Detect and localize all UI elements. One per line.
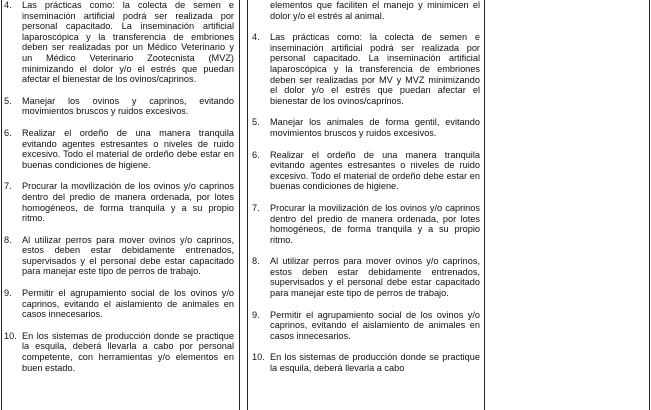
right-item-5 (250, 117, 480, 138)
item-text: Las prácticas como: la colecta de semen e inseminación artificial podrá ser realizada por personal capacitado. La inseminación artificial laparoscópica y la transferencia de embriones deben ser realizadas por un Médico Veterinario y un Médico Veterinario Zootecnista (MVZ) minimizando el dolor y/o el estrés que puedan afectar el bienestar de los ovinos/caprinos. (22, 0, 234, 85)
item-text: Las prácticas como: la colecta de semen e inseminación artificial podrá ser realizada por personal capacitado. La inseminación artificial laparoscópica y la transferencia de embriones deben ser realizadas por MV y MVZ minimizando el dolor y/o el estrés que puedan afectar el bienestar de los ovinos/caprinos. (270, 32, 480, 106)
right-continuation: elementos que faciliten el manejo y minimicen el dolor y/o el estrés al animal. (270, 0, 480, 21)
item-text: En los sistemas de producción donde se practique la esquila, deberá llevarla a cabo por personal competente, con herramientas y/o elementos en buen estado. (22, 330, 234, 373)
left-item-6 (2, 128, 234, 170)
item-number: 4. (4, 0, 12, 10)
item-text: Manejar los ovinos y caprinos, evitando movimientos bruscos y ruidos excesivos. (22, 95, 234, 117)
item-number: 9. (252, 309, 260, 320)
table-border-col3 (484, 0, 485, 410)
right-item-10 (250, 352, 480, 373)
item-number: 7. (252, 202, 260, 213)
item-number: 5. (252, 117, 260, 128)
right-item-7 (250, 203, 480, 245)
item-text: Realizar el ordeño de una manera tranquila evitando agentes estresantes o niveles de ruido excesivo. Todo el material de ordeño debe estar en buenas condiciones de higiene. (22, 127, 234, 170)
item-text: Procurar la movilización de los ovinos y/o caprinos dentro del predio de manera ordenada, por lotes homogéneos, de forma tranquila y a su propio ritmo. (270, 202, 480, 245)
item-text: Permitir el agrupamiento social de los ovinos y/o caprinos, evitando el aislamiento de animales en casos innecesarios. (270, 309, 480, 341)
left-column (2, 0, 234, 373)
item-number: 5. (4, 95, 12, 106)
right-item-8 (250, 256, 480, 298)
item-number: 9. (4, 288, 12, 299)
right-item-6 (250, 150, 480, 192)
item-number: 7. (4, 181, 12, 192)
left-item-10 (2, 331, 234, 373)
item-number: 8. (4, 234, 12, 245)
item-number: 8. (252, 256, 260, 267)
left-item-5 (2, 96, 234, 117)
item-number: 6. (252, 149, 260, 160)
table-border-col1 (239, 0, 240, 410)
table-border-right (649, 0, 650, 410)
item-text: Procurar la movilización de los ovinos y/o caprinos dentro del predio de manera ordenada, por lotes homogéneos, de forma tranquila y a su propio ritmo. (22, 181, 234, 224)
item-number: 4. (252, 32, 260, 43)
item-text: Realizar el ordeño de una manera tranquila evitando agentes estresantes o niveles de ruido excesivo. Todo el material de ordeño debe estar en buenas condiciones de higiene. (270, 149, 480, 192)
item-text: Permitir el agrupamiento social de los ovinos y/o caprinos, evitando el aislamiento de animales en casos innecesarios. (22, 288, 234, 320)
right-column (250, 0, 480, 374)
table-border-col2 (247, 0, 248, 410)
item-number: 10. (4, 330, 17, 341)
left-item-8 (2, 235, 234, 277)
right-item-4 (250, 32, 480, 106)
item-text: Manejar los animales de forma gentil, evitando movimientos bruscos y ruidos excesivos. (270, 117, 480, 138)
right-item-9 (250, 310, 480, 342)
item-text: Al utilizar perros para mover ovinos y/o caprinos, estos deben estar debidamente entrenados, supervisados y el personal debe estar capacitado para manejar este tipo de perros de trabajo. (270, 256, 480, 299)
item-text: Al utilizar perros para mover ovinos y/o caprinos, estos deben estar debidamente entrenados, supervisados y el personal debe estar capacitado para manejar este tipo de perros de trabajo. (22, 234, 234, 277)
left-item-9 (2, 288, 234, 320)
left-item-4 (2, 0, 234, 85)
item-text: En los sistemas de producción donde se practique la esquila, deberá llevarla a cabo (270, 352, 480, 374)
left-item-7 (2, 181, 234, 223)
item-number: 6. (4, 127, 12, 138)
item-number: 10. (252, 352, 265, 363)
